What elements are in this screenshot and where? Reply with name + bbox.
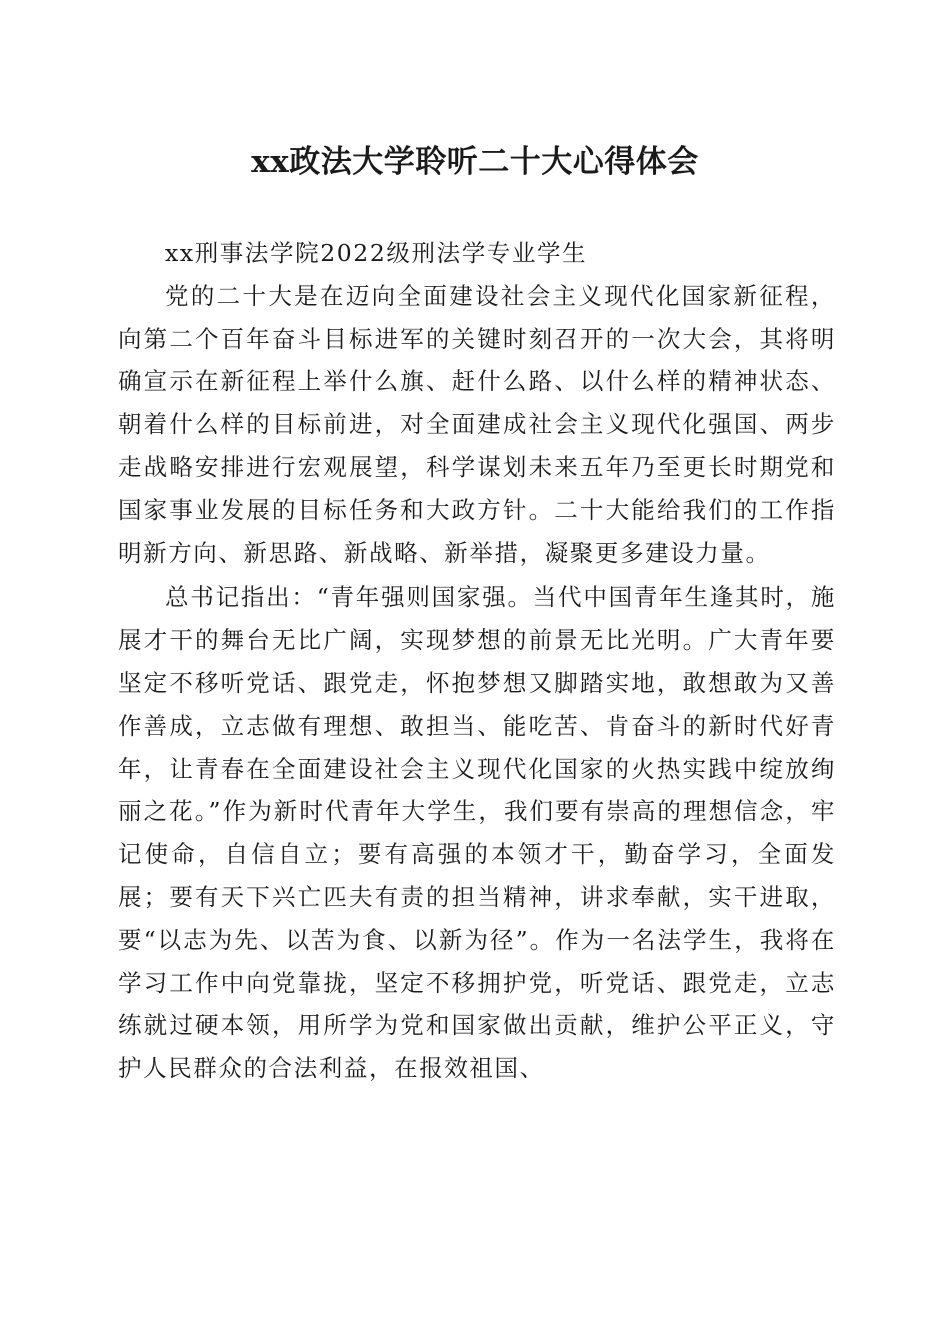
body-paragraph: 党的二十大是在迈向全面建设社会主义现代化国家新征程，向第二个百年奋斗目标进军的关键时刻召开的一次大会，其将明确宣示在新征程上举什么旗、赶什么路、以什么样的精神状态、朝着什么样的目标前进，对全面建成社会主义现代化强国、两步走战略安排进行宏观展望，科学谋划未来五年乃至更长时期党和国家事业发展的目标任务和大政方针。二十大能给我们的工作指明新方向、新思路、新战略、新举措，凝聚更多建设力量。 xyxy=(118,281,836,567)
body-paragraph: 总书记指出：“青年强则国家强。当代中国青年生逢其时，施展才干的舞台无比广阔，实现梦想的前景无比光明。广大青年要坚定不移听党话、跟党走，怀抱梦想又脚踏实地，敢想敢为又善作善成，立志做有理想、敢担当、能吃苦、肯奋斗的新时代好青年，让青春在全面建设社会主义现代化国家的火热实践中绽放绚丽之花。”作为新时代青年大学生，我们要有崇高的理想信念，牢记使命，自信自立；要有高强的本领才干，勤奋学习，全面发展；要有天下兴亡匹夫有责的担当精神，讲求奉献，实干进取，要“以志为先、以苦为食、以新为径”。作为一名法学生，我将在学习工作中向党靠拢，坚定不移拥护党，听党话、跟党走，立志练就过硬本领，用所学为党和国家做出贡献，维护公平正义，守护人民群众的合法利益，在报效祖国、 xyxy=(118,583,836,1083)
author-line: xx刑事法学院2022级刑法学专业学生 xyxy=(165,239,588,267)
document-title: xx政法大学聆听二十大心得体会 xyxy=(251,144,699,180)
document-body xyxy=(118,232,836,1090)
